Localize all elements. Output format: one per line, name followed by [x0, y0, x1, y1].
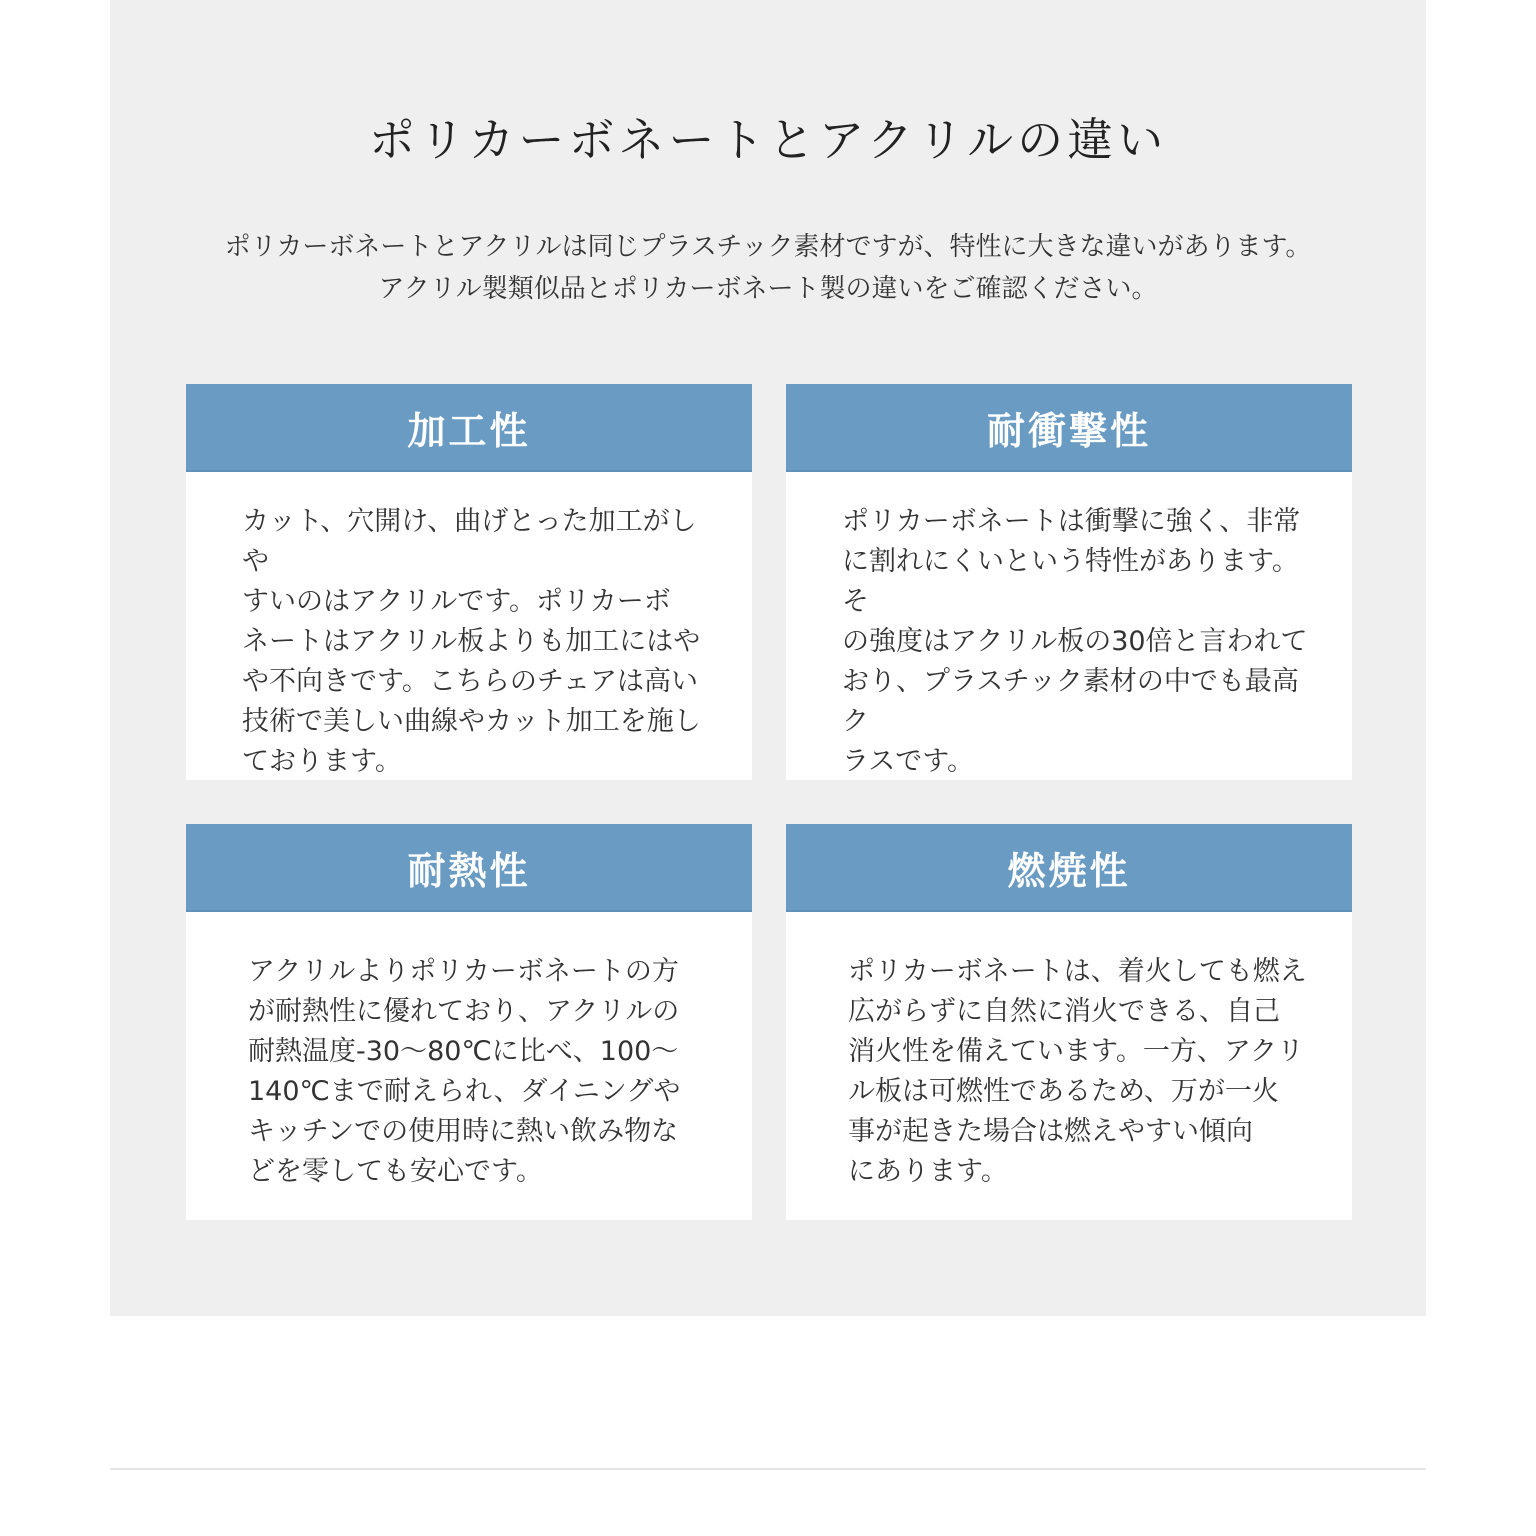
intro-line: ポリカーボネートとアクリルは同じプラスチック素材ですが、特性に大きな違いがあります。 [224, 232, 1312, 262]
card-line: 140℃まで耐えられ、ダイニングや [248, 1076, 681, 1107]
card-line: 耐熱温度-30〜80℃に比べ、100〜 [248, 1036, 679, 1067]
card-heat-resistance [186, 824, 752, 1220]
card-line: ル板は可燃性であるため、万が一火 [848, 1076, 1279, 1107]
card-line: 消火性を備えています。一方、アクリ [848, 1036, 1305, 1067]
card-impact-resistance [786, 384, 1352, 780]
card-line: が耐熱性に優れており、アクリルの [248, 996, 680, 1027]
card-line: ネートはアクリル板よりも加工にはや [242, 626, 701, 657]
card-heading: 耐熱性 [186, 824, 752, 912]
card-line: どを零しても安心です。 [248, 1156, 543, 1187]
card-line: アクリルよりポリカーボネートの方 [248, 956, 679, 987]
card-heading: 燃焼性 [786, 824, 1352, 912]
card-line: ポリカーボネートは、着火しても燃え [848, 956, 1307, 987]
card-line: キッチンでの使用時に熱い飲み物な [248, 1116, 679, 1147]
card-line: おり、プラスチック素材の中でも最高ク [842, 666, 1299, 737]
card-body [786, 472, 1352, 782]
page-title: ポリカーボネートとアクリルの違い [368, 113, 1168, 167]
intro-text [110, 226, 1426, 310]
card-workability [186, 384, 752, 780]
card-body [186, 912, 752, 1192]
intro-line: アクリル製類似品とポリカーボネート製の違いをご確認ください。 [378, 274, 1158, 304]
card-line: ております。 [242, 746, 402, 777]
card-body [186, 472, 752, 782]
card-line: 事が起きた場合は燃えやすい傾向 [848, 1116, 1253, 1147]
card-line: や不向きです。こちらのチェアは高い [242, 666, 699, 697]
card-line: 広がらずに自然に消火できる、自己 [848, 996, 1280, 1027]
section-divider [110, 1468, 1426, 1470]
card-line: 技術で美しい曲線やカット加工を施し [242, 706, 701, 737]
card-line: の強度はアクリル板の30倍と言われて [842, 626, 1308, 657]
card-heading: 耐衝撃性 [786, 384, 1352, 472]
card-line: カット、穴開け、曲げとった加工がしや [242, 506, 697, 577]
card-heading: 加工性 [186, 384, 752, 472]
card-line: にあります。 [848, 1156, 1008, 1187]
card-line: ラスです。 [842, 746, 975, 777]
card-flammability [786, 824, 1352, 1220]
card-line: すいのはアクリルです。ポリカーボ [242, 586, 671, 617]
card-body [786, 912, 1352, 1192]
card-line: ポリカーボネートは衝撃に強く、非常 [842, 506, 1301, 537]
card-line: に割れにくいという特性があります。そ [842, 546, 1299, 617]
comparison-panel [110, 0, 1426, 1316]
